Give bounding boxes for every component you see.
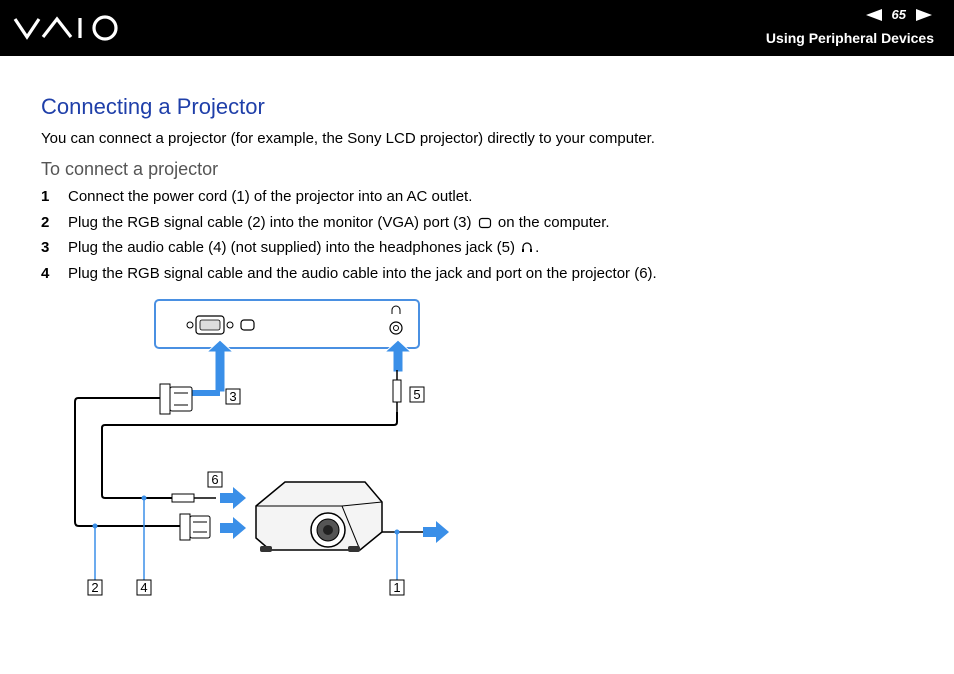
svg-text:6: 6	[211, 472, 219, 487]
callout-5	[410, 387, 424, 402]
step-item	[41, 265, 657, 291]
arrow-shaft	[188, 390, 220, 396]
svg-text:3: 3	[229, 389, 237, 404]
connection-diagram	[60, 292, 460, 604]
callout-2	[88, 580, 102, 595]
audio-plug	[172, 494, 216, 502]
step-text: Connect the power cord (1) of the projector into an AC outlet.	[68, 188, 473, 205]
pager	[866, 7, 932, 22]
svg-text:5: 5	[413, 387, 421, 402]
step-text: Plug the audio cable (4) (not supplied) into the headphones jack (5)	[68, 239, 515, 256]
step-number: 1	[41, 188, 50, 205]
page-header	[0, 0, 954, 56]
step-number: 3	[41, 239, 50, 256]
step-item	[41, 188, 657, 214]
callout-3	[226, 389, 240, 404]
audio-plug	[393, 370, 401, 412]
step-text: Plug the RGB signal cable (2) into the monitor (VGA) port (3)	[68, 213, 472, 231]
svg-text:2: 2	[91, 580, 99, 595]
previous-page-icon[interactable]	[866, 9, 882, 21]
callout-1	[390, 580, 404, 595]
intro-paragraph: You can connect a projector (for example, the Sony LCD projector) directly to your computer.	[41, 130, 655, 147]
vga-connector	[180, 514, 210, 540]
headphones-icon	[521, 241, 533, 254]
arrow-up-icon	[207, 340, 233, 392]
computer-port-panel	[155, 300, 419, 348]
vaio-logo	[13, 13, 123, 43]
callout-4	[137, 580, 151, 595]
step-number: 4	[41, 264, 50, 282]
vga-connector	[160, 384, 192, 414]
step-text-tail: on the computer.	[497, 213, 610, 231]
svg-text:1: 1	[393, 580, 401, 595]
callout-6	[208, 472, 222, 487]
procedure-title: To connect a projector	[41, 159, 219, 179]
step-text: Plug the RGB signal cable and the audio cable into the jack and port on the projector (6).	[68, 264, 657, 282]
step-number: 2	[41, 213, 50, 231]
monitor-icon	[478, 217, 492, 229]
arrow-right-icon	[220, 487, 246, 509]
projector	[256, 482, 382, 552]
page-number: 65	[891, 7, 906, 22]
section-title: Using Peripheral Devices	[765, 30, 934, 46]
page-title: Connecting a Projector	[41, 94, 265, 119]
step-list	[41, 188, 657, 290]
step-text-tail: .	[535, 239, 540, 256]
arrow-right-icon	[423, 521, 449, 543]
step-item	[41, 239, 657, 265]
step-item	[41, 214, 657, 240]
rgb-cable	[75, 398, 180, 526]
svg-text:4: 4	[140, 580, 148, 595]
next-page-icon[interactable]	[916, 9, 932, 21]
arrow-right-icon	[220, 517, 246, 539]
